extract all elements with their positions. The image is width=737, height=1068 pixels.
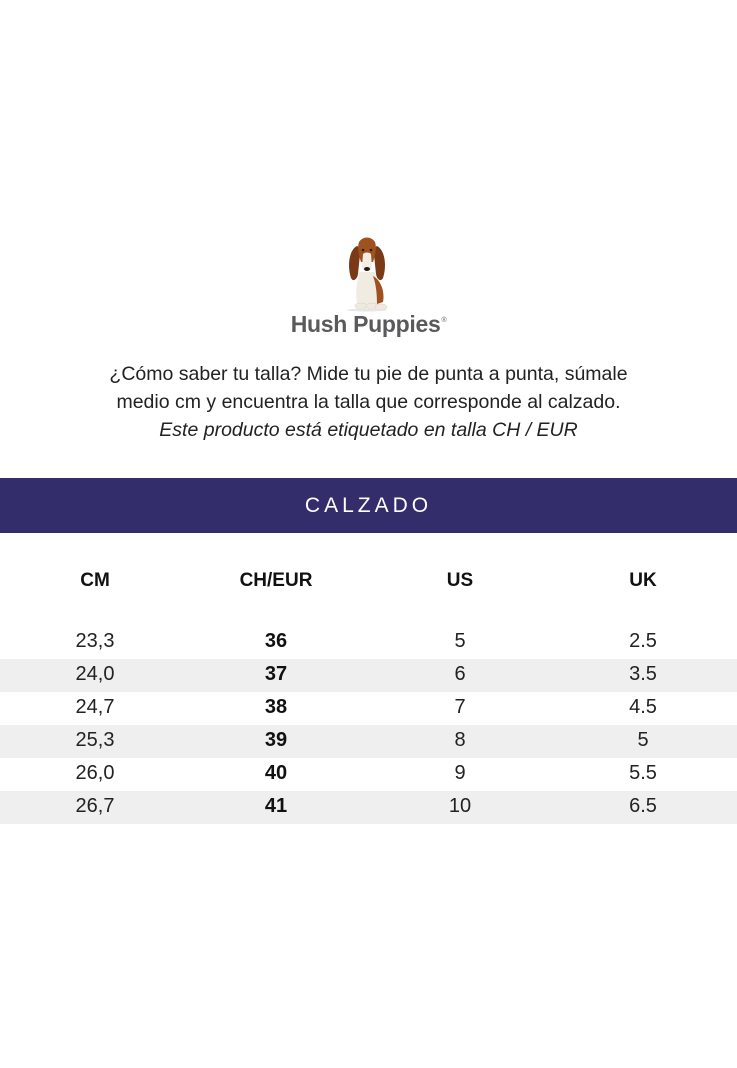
table-header-row: [0, 560, 737, 605]
cell-us: 10: [448, 795, 472, 817]
table-row: [0, 791, 737, 824]
cell-ch-eur: 41: [264, 795, 288, 817]
cell-us: 7: [454, 696, 466, 718]
header-cm: CM: [80, 570, 110, 591]
cell-uk: 5.5: [629, 762, 657, 784]
table-body: [0, 626, 737, 824]
table-row: [0, 659, 737, 692]
instructions-line-1: ¿Cómo saber tu talla? Mide tu pie de punta a punta, súmale: [109, 363, 628, 385]
table-row: [0, 626, 737, 659]
header-ch-eur: CH/EUR: [239, 570, 313, 591]
cell-ch-eur: 37: [264, 663, 288, 685]
basset-hound-logo-icon: [339, 236, 395, 312]
cell-ch-eur: 40: [264, 762, 288, 784]
cell-uk: 5: [637, 729, 649, 751]
cell-ch-eur: 39: [264, 729, 288, 751]
section-title: CALZADO: [304, 493, 433, 517]
cell-us: 6: [454, 663, 466, 685]
labeling-note: Este producto está etiquetado en talla CH / EUR: [159, 419, 578, 441]
cell-ch-eur: 38: [264, 696, 288, 718]
instructions-line-2: medio cm y encuentra la talla que corresponde al calzado.: [116, 391, 621, 413]
cell-uk: 3.5: [629, 663, 657, 685]
brand-name: [0, 311, 737, 338]
cell-cm: 24,7: [75, 696, 115, 718]
header-us: US: [446, 570, 474, 591]
cell-cm: 24,0: [75, 663, 115, 685]
size-chart-table: [0, 560, 737, 817]
cell-us: 8: [454, 729, 466, 751]
table-row: [0, 758, 737, 791]
registered-mark: ®: [441, 317, 447, 324]
size-instructions: [20, 360, 717, 444]
section-header-band: [0, 478, 737, 533]
cell-us: 9: [454, 762, 466, 784]
cell-uk: 4.5: [629, 696, 657, 718]
table-row: [0, 692, 737, 725]
cell-cm: 26,0: [75, 762, 115, 784]
table-row: [0, 725, 737, 758]
cell-us: 5: [454, 630, 466, 652]
header-uk: UK: [629, 570, 657, 591]
cell-cm: 26,7: [75, 795, 115, 817]
cell-uk: 6.5: [629, 795, 657, 817]
cell-cm: 23,3: [75, 630, 115, 652]
cell-uk: 2.5: [629, 630, 657, 652]
brand-wordmark: Hush Puppies: [290, 311, 441, 337]
cell-cm: 25,3: [75, 729, 115, 751]
cell-ch-eur: 36: [264, 630, 288, 652]
